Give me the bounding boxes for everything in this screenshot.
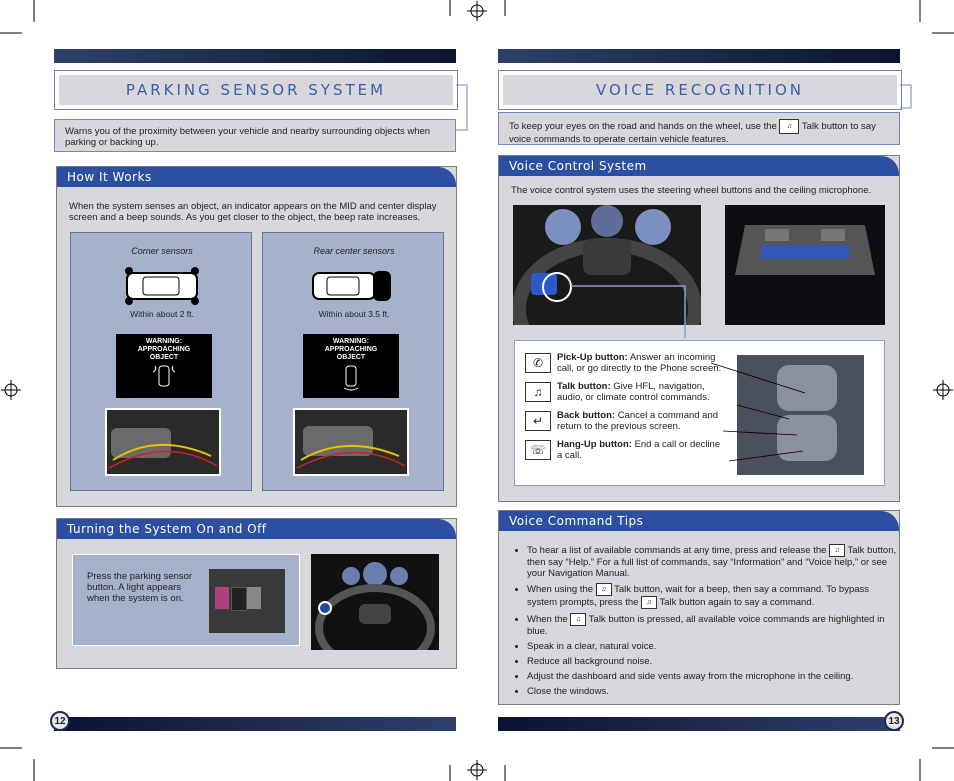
mid-car-icon <box>336 362 366 392</box>
voice-title-box <box>498 70 902 110</box>
rear-sensors-distance: Within about 3.5 ft. <box>318 309 390 319</box>
corner-sensor-car-icon <box>125 267 199 305</box>
tip-6: • Adjust the dashboard and side vents away from the microphone in the ceiling. <box>527 671 899 682</box>
rear-sensors-box <box>262 232 444 491</box>
page-number-left: 12 <box>50 711 70 731</box>
title-connector <box>456 84 470 132</box>
turning-panel <box>56 518 457 669</box>
corner-camera-view <box>105 408 221 476</box>
voice-intro-pre: To keep your eyes on the road and hands on the wheel, use the <box>509 121 777 133</box>
voice-intro <box>498 112 900 145</box>
callout-lines <box>705 351 815 471</box>
hangup-desc: End a call or decline a call. <box>557 439 721 461</box>
right-bottom-bar <box>498 717 900 731</box>
pickup-row <box>525 353 725 374</box>
hangup-phone-icon: ☏ <box>525 440 551 460</box>
how-it-works-heading: How It Works <box>57 167 456 187</box>
voice-control-text: The voice control system uses the steering wheel buttons and the ceiling microphone. <box>511 185 872 196</box>
callout-line <box>569 276 699 340</box>
turning-heading: Turning the System On and Off <box>57 519 456 539</box>
tip-4: • Speak in a clear, natural voice. <box>527 641 899 652</box>
tip-7: • Close the windows. <box>527 686 899 697</box>
tips-panel <box>498 510 900 705</box>
registration-mark-right <box>933 380 953 400</box>
corner-warning-text: WARNING: APPROACHING OBJECT <box>137 338 191 361</box>
page-title: PARKING SENSOR SYSTEM <box>59 75 453 105</box>
talk-button-icon: ♫ <box>596 583 612 596</box>
rear-mid-display <box>303 334 399 398</box>
turning-info-box <box>72 554 300 646</box>
right-top-bar <box>498 49 900 63</box>
ceiling-microphone-photo <box>725 205 885 325</box>
corner-sensors-box <box>70 232 252 491</box>
talk-desc: Give HFL, navigation, audio, or climate control commands. <box>557 381 710 403</box>
how-it-works-panel <box>56 166 457 507</box>
left-top-bar <box>54 49 456 63</box>
tips-list <box>513 544 899 701</box>
buttons-detail-box <box>514 340 885 486</box>
rear-sensor-car-icon <box>311 267 395 305</box>
pickup-phone-icon: ✆ <box>525 353 551 373</box>
voice-page-title: VOICE RECOGNITION <box>503 75 897 105</box>
back-name: Back button: <box>557 410 616 421</box>
parking-title-box <box>54 70 458 110</box>
voice-intro-post: Talk button to say voice commands to operate certain vehicle features. <box>509 121 876 145</box>
talk-icon: ♫ <box>525 382 551 402</box>
tip-2: • When using the ♫ Talk button, wait for a beep, then say a command. To bypass system prompts, press the ♫ Talk button again to say a command. <box>527 583 899 609</box>
mid-car-icon <box>149 362 179 392</box>
back-desc: Cancel a command and return to the previous screen. <box>557 410 719 432</box>
steering-wheel-photo <box>311 554 439 650</box>
back-row <box>525 411 725 432</box>
pickup-desc: Answer an incoming call, or go directly to the Phone screen. <box>557 352 722 374</box>
parking-sensor-button-photo <box>209 569 285 633</box>
hangup-name: Hang-Up button: <box>557 439 632 450</box>
registration-mark-bottom <box>467 760 487 780</box>
registration-mark-top <box>467 1 487 21</box>
tip-1: • To hear a list of available commands at any time, press and release the ♫ Talk button, then say “Help.” For a full list of commands, say “Information” and “Voice help,” or see your Navigation Manual. <box>527 544 899 579</box>
voice-title-connector <box>900 84 914 110</box>
left-bottom-bar <box>54 717 456 731</box>
turning-text: Press the parking sensor button. A light appears when the system is on. <box>87 571 193 604</box>
voice-control-panel <box>498 155 900 502</box>
rear-camera-view <box>293 408 409 476</box>
corner-sensors-label: Corner sensors <box>131 246 193 256</box>
corner-sensors-distance: Within about 2 ft. <box>130 309 194 319</box>
back-arrow-icon: ↵ <box>525 411 551 431</box>
registration-mark-left <box>1 380 21 400</box>
tip-3: • When the ♫ Talk button is pressed, all available voice commands are highlighted in blue. <box>527 613 899 637</box>
talk-button-icon: ♫ <box>570 613 586 626</box>
tips-heading: Voice Command Tips <box>499 511 899 531</box>
talk-row <box>525 382 725 403</box>
rear-warning-text: WARNING: APPROACHING OBJECT <box>324 338 378 361</box>
voice-control-heading: Voice Control System <box>499 156 899 176</box>
rear-sensors-label: Rear center sensors <box>313 246 395 256</box>
corner-mid-display <box>116 334 212 398</box>
parking-intro: Warns you of the proximity between your vehicle and nearby surrounding objects when parking or backing up. <box>54 119 456 152</box>
how-it-works-text: When the system senses an object, an indicator appears on the MID and center display screen and a beep sounds. As you get closer to the object, the beep rate increases. <box>69 201 437 223</box>
pickup-name: Pick-Up button: <box>557 352 628 363</box>
page-number-right: 13 <box>884 711 904 731</box>
tip-5: • Reduce all background noise. <box>527 656 899 667</box>
talk-button-icon: ♫ <box>829 544 845 557</box>
talk-button-icon: ♫ <box>641 596 657 609</box>
talk-name: Talk button: <box>557 381 611 392</box>
talk-button-icon: ♫ <box>779 119 799 134</box>
hangup-row <box>525 440 725 461</box>
